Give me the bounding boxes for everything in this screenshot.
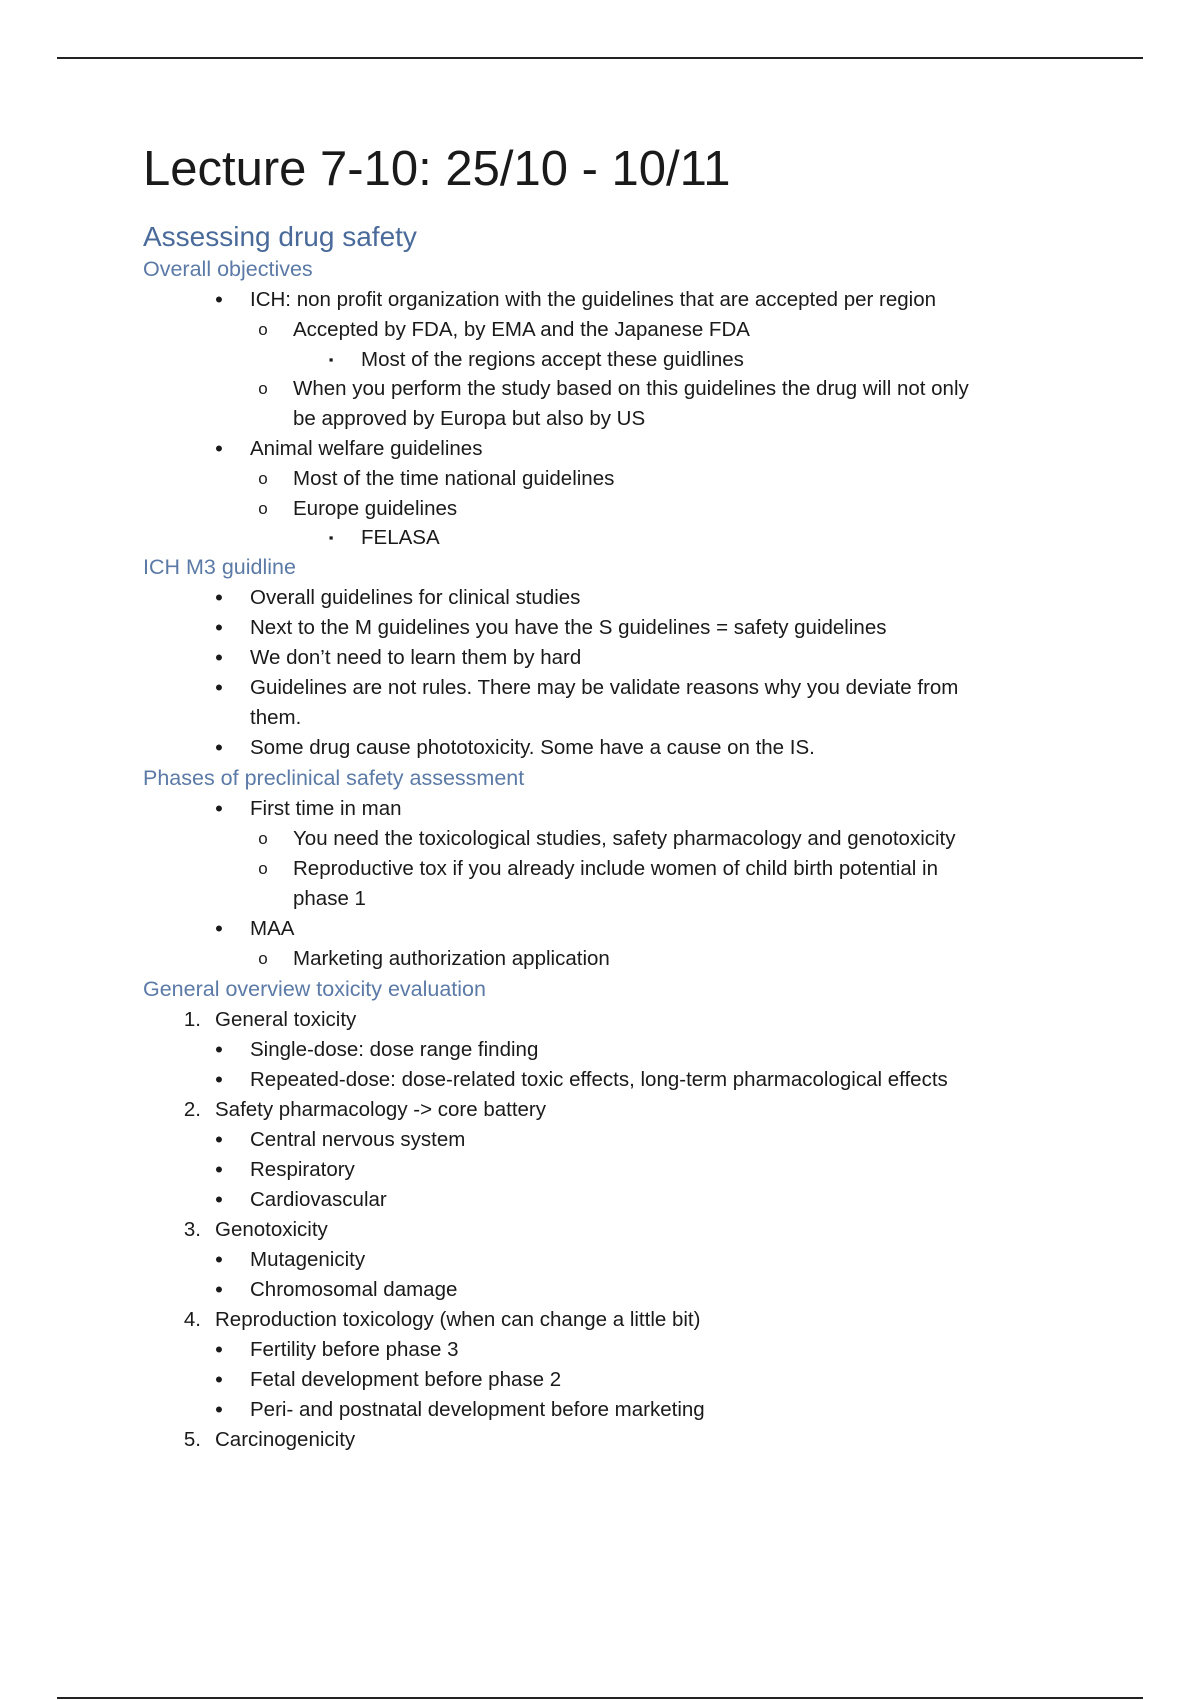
list-item (143, 824, 1063, 854)
subsection-heading-general-overview: General overview toxicity evaluation (143, 977, 486, 1001)
list-item-text: Single-dose: dose range finding (250, 1038, 539, 1061)
bullet-marker: • (215, 1157, 223, 1182)
list-item-text: We don’t need to learn them by hard (250, 646, 582, 669)
list-item (143, 1065, 1063, 1095)
page-title: Lecture 7-10: 25/10 - 10/11 (143, 142, 731, 196)
bullet-marker: • (215, 1367, 223, 1392)
number-marker: 2. (183, 1098, 201, 1121)
circle-marker: o (258, 320, 268, 339)
list-item-text: First time in man (250, 797, 402, 820)
bullet-marker: • (215, 615, 223, 640)
bullet-marker: • (215, 287, 223, 312)
list-item (143, 1335, 1063, 1365)
list-item (143, 374, 1063, 434)
list-item-text: Repeated-dose: dose-related toxic effects, long-term pharmacological effects (250, 1068, 948, 1091)
list-item-text: Accepted by FDA, by EMA and the Japanese FDA (293, 318, 750, 341)
subsection-heading-overall-objectives: Overall objectives (143, 257, 313, 281)
list-item (143, 345, 1063, 374)
list-item-text: When you perform the study based on this guidelines the drug will not only (293, 377, 969, 400)
numbered-item (143, 1095, 1063, 1125)
list-item-text: MAA (250, 917, 295, 940)
top-rule (57, 57, 1143, 59)
list-item (143, 673, 1063, 733)
list-item-text: Reproduction toxicology (when can change a little bit) (215, 1308, 701, 1331)
list-item (143, 315, 1063, 345)
list-item-text: Carcinogenicity (215, 1428, 356, 1451)
bullet-marker: • (215, 796, 223, 821)
list-item (143, 733, 1063, 763)
list-item-text: Peri- and postnatal development before marketing (250, 1398, 705, 1421)
list-item (143, 1185, 1063, 1215)
number-marker: 5. (183, 1428, 201, 1451)
circle-marker: o (258, 469, 268, 488)
list-item-text: Genotoxicity (215, 1218, 328, 1241)
list-item-text-continued: phase 1 (293, 887, 366, 910)
list-item (143, 1245, 1063, 1275)
numbered-item (143, 1425, 1063, 1455)
list-item (143, 854, 1063, 914)
list-item (143, 1155, 1063, 1185)
list-item (143, 1275, 1063, 1305)
circle-marker: o (258, 859, 268, 878)
list-item-text: Fertility before phase 3 (250, 1338, 459, 1361)
list-item-text: General toxicity (215, 1008, 357, 1031)
circle-marker: o (258, 499, 268, 518)
list-item-text: Most of the regions accept these guidlines (361, 348, 744, 371)
numbered-item (143, 1305, 1063, 1335)
circle-marker: o (258, 829, 268, 848)
number-marker: 1. (183, 1008, 201, 1031)
bottom-rule (57, 1697, 1143, 1699)
list-item (143, 583, 1063, 613)
bullet-marker: • (215, 1067, 223, 1092)
list-item-text: Some drug cause phototoxicity. Some have a cause on the IS. (250, 736, 815, 759)
list-item-text: Fetal development before phase 2 (250, 1368, 562, 1391)
list-item (143, 1395, 1063, 1425)
list-item (143, 1365, 1063, 1395)
bullet-marker: • (215, 1127, 223, 1152)
square-marker: ▪ (328, 352, 334, 367)
bullet-marker: • (215, 1397, 223, 1422)
list-item (143, 944, 1063, 974)
bullet-marker: • (215, 1277, 223, 1302)
circle-marker: o (258, 949, 268, 968)
list-item-text: Guidelines are not rules. There may be validate reasons why you deviate from (250, 676, 959, 699)
bullet-marker: • (215, 1037, 223, 1062)
bullet-marker: • (215, 1337, 223, 1362)
bullet-marker: • (215, 735, 223, 760)
list-item (143, 794, 1063, 824)
list-item (143, 434, 1063, 464)
bullet-marker: • (215, 645, 223, 670)
list-item-text-continued: them. (250, 706, 302, 729)
numbered-item (143, 1005, 1063, 1035)
list-item (143, 523, 1063, 552)
bullet-marker: • (215, 585, 223, 610)
list-item-text: Safety pharmacology -> core battery (215, 1098, 547, 1121)
bullet-marker: • (215, 1247, 223, 1272)
subsection-heading-ich-m3: ICH M3 guidline (143, 555, 296, 579)
list-item (143, 1125, 1063, 1155)
bullet-marker: • (215, 1187, 223, 1212)
list-item-text: Chromosomal damage (250, 1278, 458, 1301)
list-item-text-continued: be approved by Europa but also by US (293, 407, 646, 430)
list-item-text: Respiratory (250, 1158, 355, 1181)
number-marker: 3. (183, 1218, 201, 1241)
numbered-item (143, 1215, 1063, 1245)
section-heading: Assessing drug safety (143, 221, 417, 252)
list-item (143, 1035, 1063, 1065)
bullet-marker: • (215, 916, 223, 941)
subsection-heading-phases: Phases of preclinical safety assessment (143, 766, 525, 790)
list-item-text: Most of the time national guidelines (293, 467, 615, 490)
list-item-text: Mutagenicity (250, 1248, 366, 1271)
list-item (143, 613, 1063, 643)
list-item-text: Next to the M guidelines you have the S guidelines = safety guidelines (250, 616, 887, 639)
list-item (143, 285, 1063, 315)
list-item-text: You need the toxicological studies, safety pharmacology and genotoxicity (293, 827, 956, 850)
list-item-text: Reproductive tox if you already include women of child birth potential in (293, 857, 938, 880)
list-item (143, 464, 1063, 494)
list-item-text: Overall guidelines for clinical studies (250, 586, 581, 609)
list-item (143, 494, 1063, 523)
list-item-text: Animal welfare guidelines (250, 437, 483, 460)
list-item (143, 914, 1063, 944)
number-marker: 4. (183, 1308, 201, 1331)
list-item-text: FELASA (361, 526, 440, 549)
bullet-marker: • (215, 675, 223, 700)
list-item-text: Marketing authorization application (293, 947, 610, 970)
square-marker: ▪ (328, 530, 334, 545)
list-item-text: Cardiovascular (250, 1188, 387, 1211)
bullet-marker: • (215, 436, 223, 461)
list-item (143, 643, 1063, 673)
list-item-text: Europe guidelines (293, 497, 458, 520)
document-body (143, 140, 1063, 1455)
list-item-text: Central nervous system (250, 1128, 466, 1151)
circle-marker: o (258, 379, 268, 398)
list-item-text: ICH: non profit organization with the guidelines that are accepted per region (250, 288, 937, 311)
